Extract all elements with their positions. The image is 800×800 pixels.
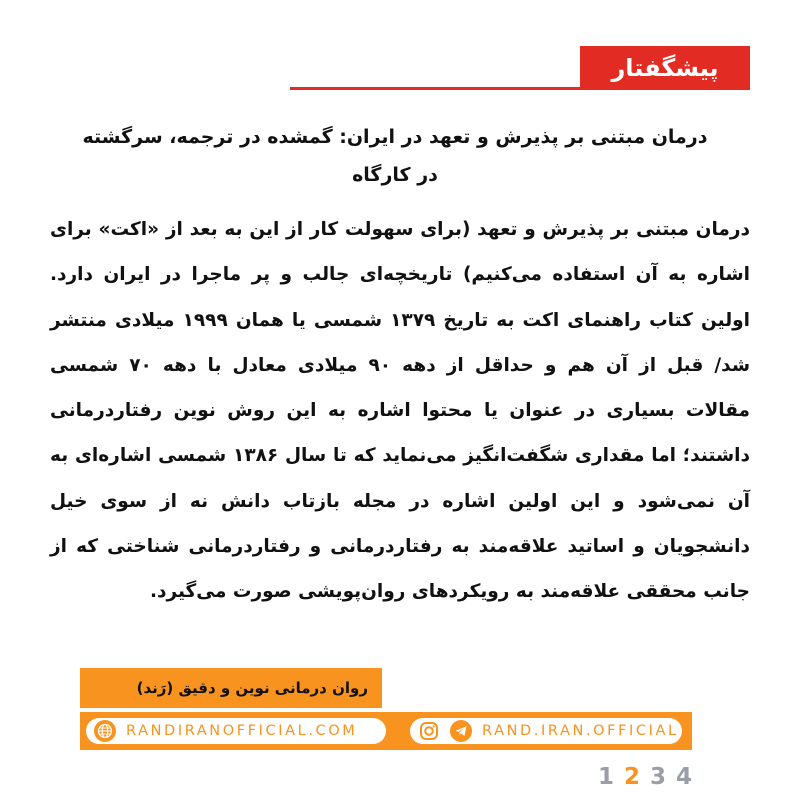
page-2-current[interactable]: 2 [624,764,641,790]
subtitle-line-2: در کارگاه [352,164,438,186]
pagination [598,764,698,794]
article-subtitle [50,118,740,194]
social-links[interactable] [410,718,682,744]
page-1[interactable]: 1 [598,764,615,790]
title-section [290,46,750,90]
page-title: پیشگفتار [580,46,750,90]
website-link[interactable] [86,718,386,744]
author-label: روان درمانی نوین و دقیق (رَند) [80,668,382,708]
subtitle-line-1: درمان مبتنی بر پذیرش و تعهد در ایران: گمشده در ترجمه، سرگشته [82,126,708,148]
social-handle-text: RAND.IRAN.OFFICIAL [482,723,679,739]
article-body: درمان مبتنی بر پذیرش و تعهد (برای سهولت کار از این به بعد از «اکت» برای اشاره به آن استفاده می‌کنیم) تاریخچه‌ای جالب و پر ماجرا در ایران دارد. اولین کتاب راهنمای اکت به تاریخ ۱۳۷۹ شمسی یا همان ۱۹۹۹ میلادی منتشر شد/ قبل از آن هم و حداقل از دهه ۹۰ میلادی معادل با دهه ۷۰ شمسی مقالات بسیاری در عنوان یا محتوا اشاره به این روش نوین رفتاردرمانی داشتند؛ اما مقداری شگفت‌انگیز می‌نماید که تا سال ۱۳۸۶ شمسی اشاره‌ای به آن نمی‌شود و این اولین اشاره در مجله بازتاب دانش نه از سوی خیل دانشجویان و اساتید علاقه‌مند به رفتاردرمانی و رفتاردرمانی شناختی که از جانب محققی علاقه‌مند به رویکردهای روان‌پویشی صورت می‌گیرد. [50,219,751,603]
telegram-icon[interactable] [450,720,472,742]
page-3[interactable]: 3 [650,764,667,790]
page-4[interactable]: 4 [676,764,693,790]
footer-bar [80,712,692,750]
website-text: RANDIRANOFFICIAL.COM [126,723,358,739]
instagram-icon[interactable] [418,720,440,742]
globe-icon [94,720,116,742]
